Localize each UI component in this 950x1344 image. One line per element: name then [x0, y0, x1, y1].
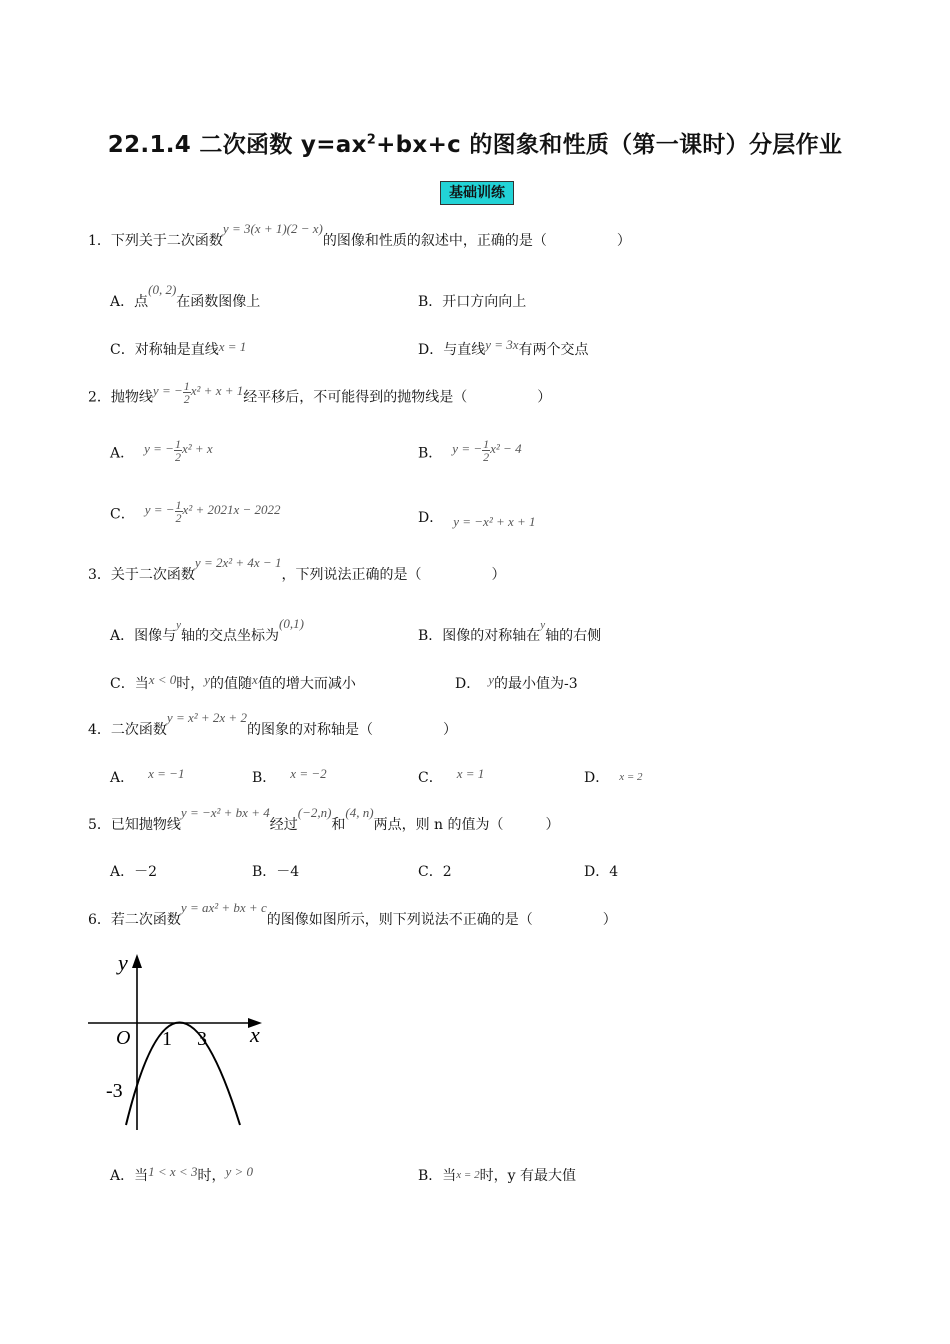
parabola-graph — [80, 950, 270, 1135]
option-label: D． — [418, 510, 444, 526]
question-text: ，下列说法正确的是（ ） — [281, 567, 506, 583]
option-label: B． — [252, 770, 277, 786]
math-expression: y = −x² + bx + 4 — [180, 805, 270, 820]
question-number: 4． — [88, 722, 111, 738]
question-3 — [88, 555, 506, 585]
math-expression: y = 3x — [485, 337, 519, 352]
tick-label-3: 3 — [197, 1028, 207, 1050]
option-text: 时， — [197, 1168, 226, 1184]
math-variable: y — [176, 619, 182, 631]
q6-option-a[interactable] — [110, 1166, 253, 1186]
q3-option-a[interactable] — [110, 616, 304, 647]
fraction: $\frac{1}{2}$ — [175, 498, 182, 525]
section-badge: 基础训练 — [440, 181, 514, 205]
math-expression: y = x² + 2x + 2 — [166, 710, 247, 725]
q2-option-d[interactable] — [418, 508, 536, 528]
math-expression: x < 0 — [148, 672, 177, 687]
question-text: 和 — [331, 817, 346, 833]
math-variable: y — [488, 672, 495, 687]
question-text: 的图象的对称轴是（ ） — [246, 722, 457, 738]
page-title — [0, 126, 950, 159]
option-label: C． — [418, 770, 443, 786]
origin-label: O — [116, 1027, 131, 1049]
question-number: 2． — [88, 389, 111, 406]
option-text: A．图像与 — [110, 628, 177, 644]
math-expression: x = −1 — [148, 766, 185, 781]
option-text: 有两个交点 — [518, 342, 589, 358]
question-text: 抛物线 — [110, 389, 153, 406]
question-text: 下列关于二次函数 — [110, 233, 223, 249]
question-text: 两点，则 n 的值为（ ） — [373, 817, 560, 833]
option-label: A． — [110, 445, 135, 462]
q6-option-b[interactable] — [418, 1166, 576, 1187]
question-4 — [88, 710, 457, 740]
y-axis-label: y — [118, 950, 128, 975]
option-text: 时， — [176, 676, 205, 692]
math-expression: x = 1 — [218, 339, 247, 354]
q5-option-c[interactable]: C．2 — [418, 864, 452, 880]
q1-option-b[interactable]: B．开口方向向上 — [418, 294, 527, 310]
option-text: C．对称轴是直线 — [110, 342, 219, 358]
fraction: $\frac{1}{2}$ — [183, 379, 190, 406]
q1-option-c[interactable] — [110, 340, 246, 360]
question-text: 的图像如图所示，则下列说法不正确的是（ ） — [266, 912, 617, 928]
option-text: D．与直线 — [418, 342, 486, 358]
q5-option-d[interactable]: D．4 — [584, 864, 619, 880]
x-axis-label: x — [250, 1022, 260, 1047]
q3-option-c[interactable] — [110, 674, 356, 694]
q2-option-a[interactable]: A． y = − $\frac{1}{2}$ x² + x — [110, 437, 213, 464]
option-text: A．点 — [110, 294, 149, 310]
math-expression: y = ax² + bx + c — [180, 900, 267, 915]
question-text: 经平移后，不可能得到的抛物线是（ ） — [243, 389, 552, 406]
parabola-curve — [126, 1023, 240, 1126]
q3-option-b[interactable] — [418, 619, 602, 647]
question-number: 1． — [88, 233, 111, 249]
q5-option-a[interactable]: A．－2 — [110, 864, 158, 880]
question-text: 若二次函数 — [110, 912, 181, 928]
option-text: 的值随 — [210, 676, 253, 692]
math-expression: y = 2x² + 4x − 1 — [194, 555, 282, 570]
question-number: 5． — [88, 817, 111, 833]
math-expression: x = 1 — [456, 766, 485, 781]
question-text: 二次函数 — [110, 722, 167, 738]
fraction: $\frac{1}{2}$ — [174, 437, 181, 464]
question-2 — [88, 379, 552, 411]
question-text: 关于二次函数 — [110, 567, 195, 583]
math-expression: (−2,n) — [297, 805, 332, 820]
q4-option-b[interactable] — [252, 768, 327, 788]
option-text: 轴的交点坐标为 — [181, 628, 280, 644]
title-suffix: +bx+c 的图象和性质（第一课时）分层作业 — [376, 132, 843, 158]
question-number: 6． — [88, 912, 111, 928]
option-text: C．当 — [110, 676, 149, 692]
question-5 — [88, 805, 560, 835]
math-variable: x — [252, 672, 258, 687]
option-label: B． — [418, 445, 443, 462]
math-expression: x = 2 — [456, 1169, 480, 1181]
question-1 — [88, 221, 631, 251]
q5-option-b[interactable]: B．－4 — [252, 864, 300, 880]
q2-option-b[interactable]: B． y = − $\frac{1}{2}$ x² − 4 — [418, 437, 522, 464]
q4-option-a[interactable] — [110, 768, 184, 788]
option-text: B．当 — [418, 1168, 457, 1184]
math-expression: y = −x² + x + 1 — [453, 514, 536, 529]
fraction: $\frac{1}{2}$ — [483, 437, 490, 464]
q2-option-c[interactable]: C． y = − $\frac{1}{2}$ x² + 2021x − 2022 — [110, 498, 281, 525]
question-number: 3． — [88, 567, 111, 583]
tick-label-neg3: -3 — [106, 1080, 123, 1102]
title-prefix: 22.1.4 二次函数 y=ax — [107, 132, 367, 158]
y-axis-arrow — [132, 954, 142, 968]
math-expression: y = 3(x + 1)(2 − x) — [222, 221, 323, 236]
math-expression: x = −2 — [290, 766, 327, 781]
math-expression: y > 0 — [225, 1164, 253, 1179]
math-expression: x² + x + 1 — [190, 383, 244, 399]
title-superscript: 2 — [366, 132, 377, 148]
option-text: B．图像的对称轴在 — [418, 628, 541, 644]
option-text: 时，y 有最大值 — [479, 1168, 576, 1184]
option-label: A． — [110, 770, 135, 786]
tick-label-1: 1 — [162, 1028, 172, 1050]
math-variable: y — [204, 672, 211, 687]
math-expression: (4, n) — [345, 805, 374, 820]
math-expression: x = 2 — [619, 771, 643, 783]
q4-option-c[interactable] — [418, 768, 484, 788]
math-expression: (0,1) — [279, 616, 304, 631]
math-expression: 1 < x < 3 — [148, 1164, 198, 1179]
option-label: C． — [110, 506, 135, 523]
option-label: D． — [455, 676, 481, 692]
question-text: 的图像和性质的叙述中，正确的是（ ） — [322, 233, 631, 249]
option-text: 轴的右侧 — [545, 628, 602, 644]
q1-option-d[interactable] — [418, 337, 589, 360]
question-6 — [88, 900, 617, 930]
q1-option-a[interactable] — [110, 282, 261, 312]
math-expression: (0, 2) — [148, 282, 177, 297]
q4-option-d[interactable] — [584, 768, 643, 789]
option-text: A．当 — [110, 1168, 149, 1184]
math-variable: y — [540, 619, 546, 631]
option-label: D． — [584, 770, 610, 786]
option-text: 在函数图像上 — [176, 294, 261, 310]
option-text: 的最小值为-3 — [494, 676, 578, 692]
math-expression: y = − — [152, 383, 183, 399]
question-text: 已知抛物线 — [110, 817, 181, 833]
q3-option-d[interactable] — [455, 674, 578, 694]
question-text: 经过 — [269, 817, 298, 833]
option-text: 值的增大而减小 — [257, 676, 356, 692]
